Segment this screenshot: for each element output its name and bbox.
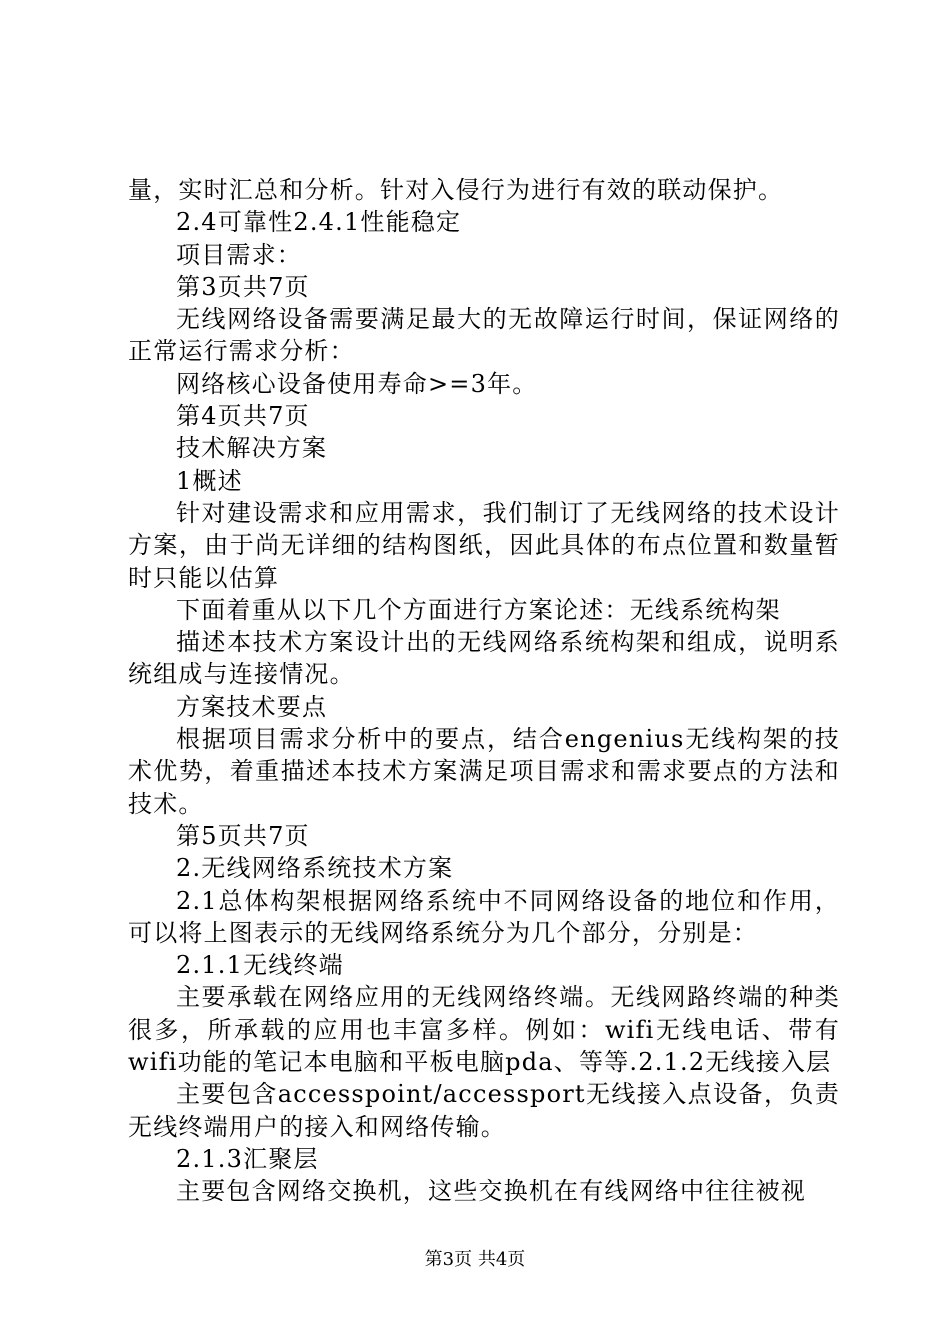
page-footer: 第3页 共4页 — [424, 1249, 526, 1270]
paragraph-17: 2.1总体构架根据网络系统中不同网络设备的地位和作用，可以将上图表示的无线网络系统分为几个部分，分别是： — [128, 886, 840, 947]
paragraph-15: 第5页共7页 — [176, 821, 310, 850]
paragraph-3: 项目需求： — [176, 240, 302, 269]
paragraph-19: 主要承载在网络应用的无线网络终端。无线网路终端的种类很多，所承载的应用也丰富多样。例如：wifi无线电话、带有wifi功能的笔记本电脑和平板电脑pda、等等.2.1.2无线接入层 — [128, 983, 840, 1077]
paragraph-10: 针对建设需求和应用需求，我们制订了无线网络的技术设计方案，由于尚无详细的结构图纸，因此具体的布点位置和数量暂时只能以估算 — [128, 498, 840, 592]
paragraph-8: 技术解决方案 — [176, 434, 328, 463]
paragraph-11: 下面着重从以下几个方面进行方案论述：无线系统构架 — [176, 595, 781, 624]
paragraph-5: 无线网络设备需要满足最大的无故障运行时间，保证网络的正常运行需求分析： — [128, 305, 840, 366]
paragraph-14: 根据项目需求分析中的要点，结合engenius无线构架的技术优势，着重描述本技术方案满足项目需求和需求要点的方法和技术。 — [128, 725, 840, 818]
paragraph-20: 主要包含accesspoint/accessport无线接入点设备，负责无线终端用户的接入和网络传输。 — [128, 1080, 840, 1141]
paragraph-4: 第3页共7页 — [176, 272, 310, 301]
document-body — [128, 174, 840, 1208]
paragraph-18: 2.1.1无线终端 — [176, 951, 344, 980]
paragraph-12: 描述本技术方案设计出的无线网络系统构架和组成，说明系统组成与连接情况。 — [128, 628, 840, 689]
paragraph-21: 2.1.3汇聚层 — [176, 1144, 319, 1173]
paragraph-6: 网络核心设备使用寿命>=3年。 — [176, 369, 538, 398]
paragraph-9: 1概述 — [176, 466, 243, 495]
paragraph-7: 第4页共7页 — [176, 402, 310, 431]
paragraph-2: 2.4可靠性2.4.1性能稳定 — [176, 208, 462, 237]
paragraph-22: 主要包含网络交换机，这些交换机在有线网络中往往被视 — [176, 1177, 806, 1206]
paragraph-13: 方案技术要点 — [176, 692, 328, 721]
paragraph-1: 量，实时汇总和分析。针对入侵行为进行有效的联动保护。 — [128, 176, 784, 204]
paragraph-16: 2.无线网络系统技术方案 — [176, 854, 454, 883]
